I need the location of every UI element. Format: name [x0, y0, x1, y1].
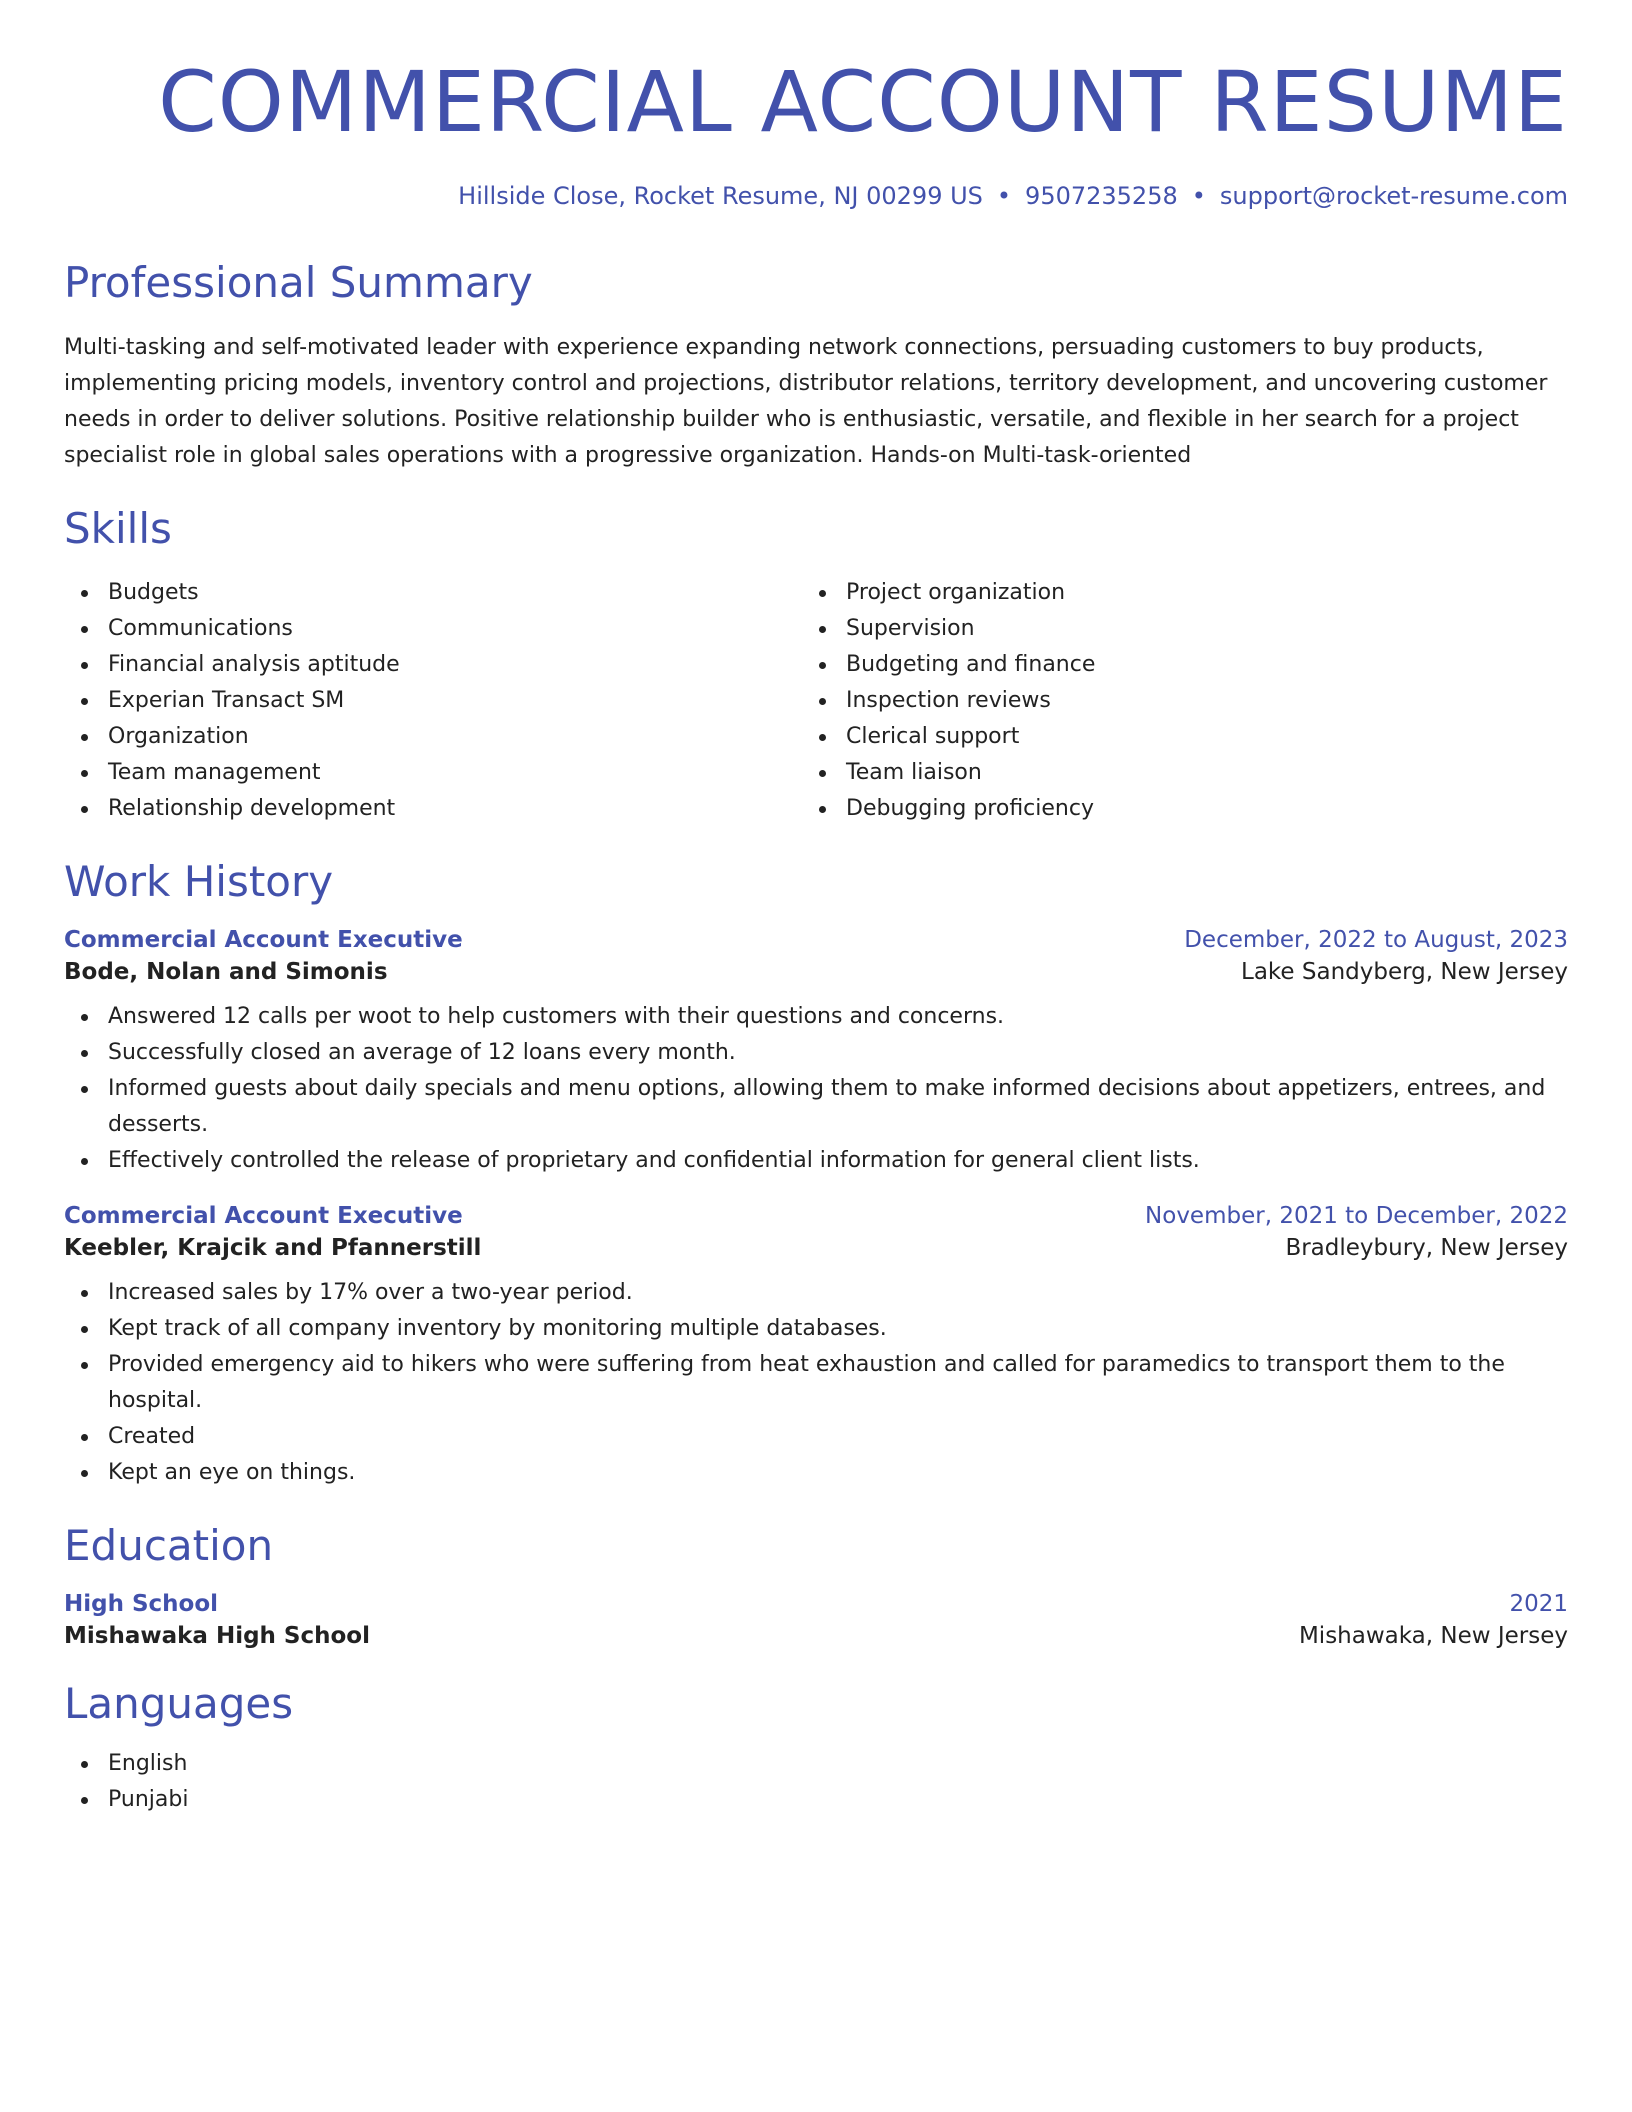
education-location: Mishawaka, New Jersey — [1298, 1623, 1568, 1650]
skill-item: Inspection reviews — [802, 683, 1540, 719]
contact-address: Hillside Close, Rocket Resume, NJ 00299 US — [458, 181, 983, 210]
summary-heading: Professional Summary — [64, 257, 533, 307]
languages-list — [64, 1746, 1568, 1818]
skills-heading: Skills — [64, 504, 172, 554]
job-duty: Increased sales by 17% over a two-year period. — [64, 1275, 1568, 1311]
job-duty: Kept track of all company inventory by monitoring multiple databases. — [64, 1311, 1568, 1347]
skill-item: Supervision — [802, 611, 1540, 647]
job-location: Lake Sandyberg, New Jersey — [1241, 958, 1568, 985]
skill-item: Communications — [64, 611, 802, 647]
skill-item: Clerical support — [802, 719, 1540, 755]
skill-item: Relationship development — [64, 791, 802, 827]
skill-item: Team liaison — [802, 755, 1540, 791]
skill-item: Debugging proficiency — [802, 791, 1540, 827]
job-entry — [64, 927, 1568, 1179]
job-title-row — [64, 927, 1568, 953]
job-dates: November, 2021 to December, 2022 — [1145, 1202, 1568, 1229]
work-history-heading: Work History — [64, 856, 334, 906]
contact-phone: 9507235258 — [1025, 181, 1178, 210]
education-school-row — [64, 1623, 1568, 1649]
languages-section — [64, 1679, 1568, 1817]
skills-list-left — [64, 575, 802, 827]
contact-separator: • — [1191, 181, 1206, 210]
job-company: Keebler, Krajcik and Pfannerstill — [64, 1234, 482, 1261]
education-school: Mishawaka High School — [64, 1623, 370, 1650]
job-duty: Answered 12 calls per woot to help customers with their questions and concerns. — [64, 999, 1568, 1035]
work-history-section — [64, 857, 1568, 1491]
job-duty: Created — [64, 1419, 1568, 1455]
resume-title: COMMERCIAL ACCOUNT RESUME — [158, 53, 1568, 151]
skill-item: Team management — [64, 755, 802, 791]
job-duty: Successfully closed an average of 12 loans every month. — [64, 1035, 1568, 1071]
skill-item: Project organization — [802, 575, 1540, 611]
summary-text: Multi-tasking and self-motivated leader with experience expanding network connections, persuading customers to buy products, implementing pricing models, inventory control and projections, distributor relations, territory development, and uncovering customer needs in order to deliver solutions. Positive relationship builder who is enthusiastic, versatile, and flexible in her search for a project specialist role in global sales operations with a progressive organization. Hands-on Multi-task-oriented — [64, 335, 1548, 469]
contact-email[interactable]: support@rocket-resume.com — [1219, 181, 1568, 210]
job-duty: Effectively controlled the release of proprietary and confidential information for general client lists. — [64, 1143, 1568, 1179]
job-entry — [64, 1203, 1568, 1491]
summary-section — [64, 258, 1568, 474]
job-location: Bradleybury, New Jersey — [1285, 1234, 1568, 1261]
skill-item: Budgeting and finance — [802, 647, 1540, 683]
contact-separator: • — [996, 181, 1012, 210]
job-duties-list — [64, 999, 1568, 1179]
job-title: Commercial Account Executive — [64, 1202, 463, 1229]
skills-list-right — [802, 575, 1540, 827]
skill-item: Budgets — [64, 575, 802, 611]
education-section — [64, 1521, 1568, 1649]
job-company-row — [64, 1235, 1568, 1261]
skill-item: Financial analysis aptitude — [64, 647, 802, 683]
skills-section — [64, 504, 1568, 826]
languages-heading: Languages — [64, 1679, 294, 1729]
language-item: English — [64, 1746, 1568, 1782]
job-duty: Provided emergency aid to hikers who were suffering from heat exhaustion and called for paramedics to transport them to the hospital. — [64, 1347, 1568, 1419]
contact-line — [64, 181, 1568, 212]
job-company: Bode, Nolan and Simonis — [64, 958, 388, 985]
job-duties-list — [64, 1275, 1568, 1491]
job-duty: Informed guests about daily specials and menu options, allowing them to make informed decisions about appetizers, entrees, and desserts. — [64, 1071, 1568, 1143]
skill-item: Organization — [64, 719, 802, 755]
language-item: Punjabi — [64, 1782, 1568, 1818]
job-title-row — [64, 1203, 1568, 1229]
education-year: 2021 — [1509, 1591, 1568, 1618]
job-duty: Kept an eye on things. — [64, 1455, 1568, 1491]
education-heading: Education — [64, 1520, 274, 1570]
education-degree: High School — [64, 1591, 219, 1618]
skill-item: Experian Transact SM — [64, 683, 802, 719]
job-company-row — [64, 959, 1568, 985]
skills-columns — [64, 575, 1568, 827]
education-degree-row — [64, 1591, 1568, 1617]
job-dates: December, 2022 to August, 2023 — [1184, 926, 1568, 953]
job-title: Commercial Account Executive — [64, 926, 463, 953]
